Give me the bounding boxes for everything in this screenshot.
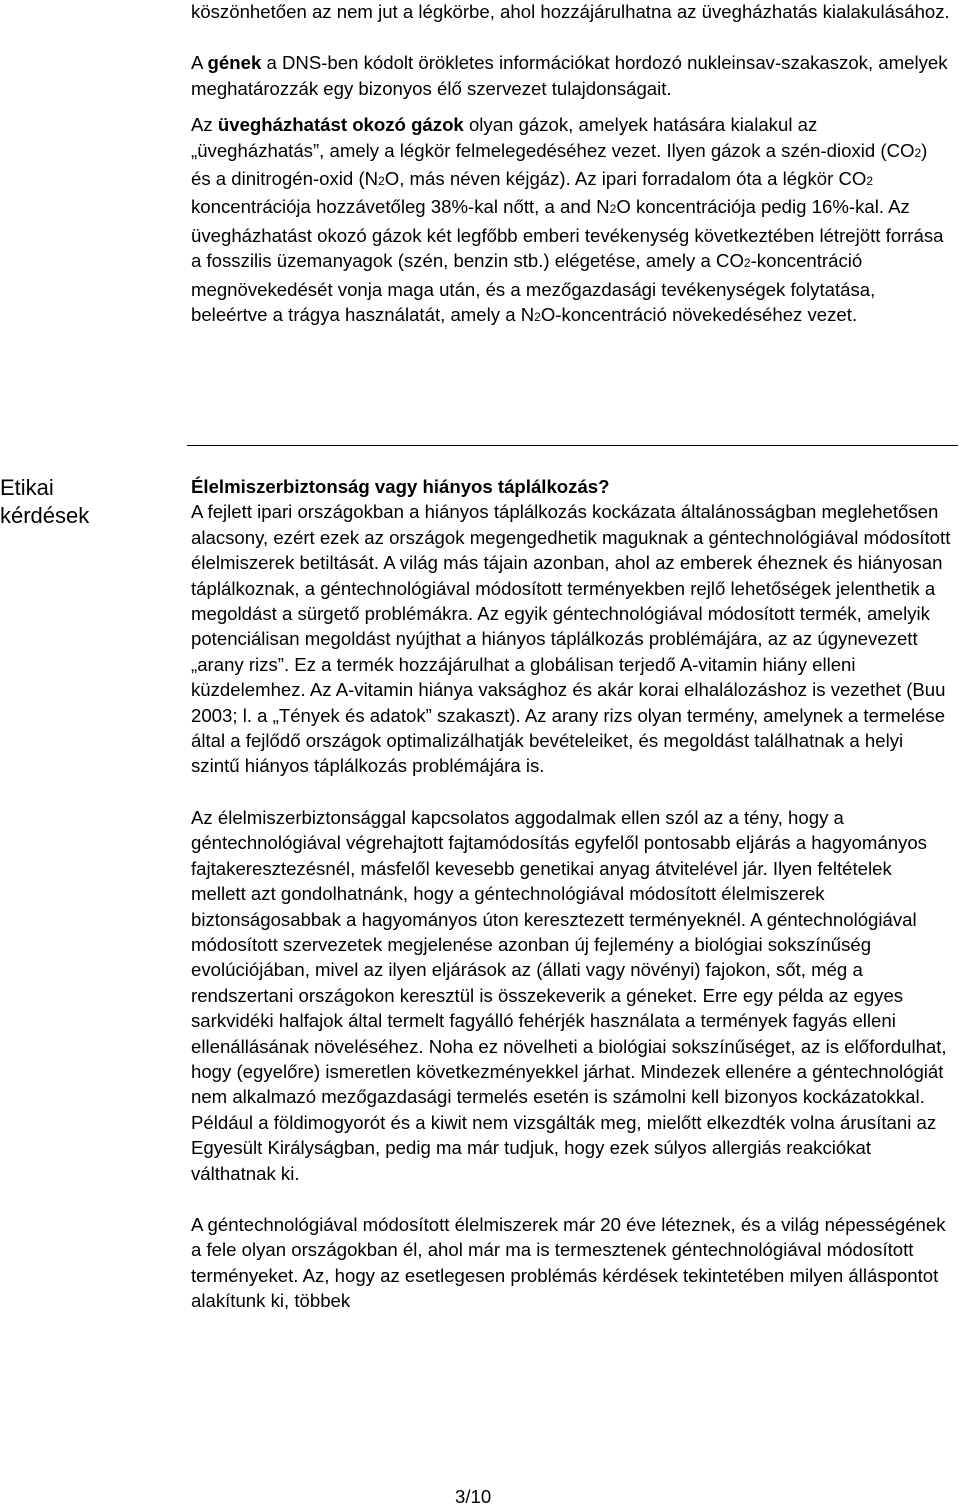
ethics-paragraph-2: Az élelmiszerbiztonsággal kapcsolatos aggodalmak ellen szól az a tény, hogy a géntechnológiával végrehajtott fajtamódosítás egyfelől pontosabb eljárás a hagyományos fajtakeresztezésnél, másfelől kevesebb genetikai anyag átvitelével jár. Ilyen feltételek mellett azt gondolhatnánk, hogy a géntechnológiával módosított élelmiszerek biztonságosabbak a hagyományos úton keresztezett terményeknél. A géntechnológiával módosított szervezetek megjelenése azonban új fejlemény a biológiai sokszínűség evolúciójában, mivel az ilyen eljárások az (állati vagy növényi) fajokon, sőt, még a rendszertani országokon keresztül is összekeverik a géneket. Erre egy példa az egyes sarkvidéki halfajok által termelt fagyálló fehérjék használata a termények fagyás elleni ellenállásának növeléséhez. Noha ez növelheti a biológiai sokszínűséget, az is előfordulhat, hogy (egyelőre) ismeretlen következményekkel járhat. Mindezek ellenére a géntechnológiát nem alkalmazó mezőgazdasági termelés esetén is számolni kell bizonyos kockázatokkal. Például a földimogyorót és a kiwit nem vizsgálták meg, mielőtt elkezdték volna árusítani az Egyesült Királyságban, pedig ma már tudjuk, hogy ezek súlyos allergiás reakciókat válthatnak ki.: [191, 806, 947, 1184]
section-heading: Élelmiszerbiztonság vagy hiányos táplálkozás?: [191, 476, 610, 497]
term-genes: gének: [207, 52, 262, 74]
ethics-paragraph-3: A géntechnológiával módosított élelmiszerek már 20 éve léteznek, és a világ népességének a fele olyan országokban él, ahol már ma is termesztenek géntechnológiával módosított terményeket. Az, hogy az esetlegesen problémás kérdések tekintetében milyen álláspontot alakítunk ki, többek: [191, 1213, 946, 1312]
ethics-paragraph-1: A fejlett ipari országokban a hiányos táplálkozás kockázata általánosságban meglehetősen alacsony, ezért ezek az országok megengedhetik maguknak a géntechnológiával módosított élelmiszerek betiltását. A világ más tájain azonban, ahol az emberek éheznek és hiányosan táplálkoznak, a géntechnológiával módosított terményekben rejlő lehetőségek jelenthetik a megoldást a sürgető problémákra. Az egyik géntechnológiával módosított termék, amelyik potenciálisan megoldást nyújthat a hiányos táplálkozás problémájára, az az úgynevezett „arany rizs”. Ez a termék hozzájárulhat a globálisan terjedő A-vitamin hiány elleni küzdelemhez. Az A-vitamin hiánya vaksághoz és akár korai elhalálozáshoz is vezethet (Buu 2003; l. a „Tények és adatok” szakaszt). Az arany rizs olyan termény, amelynek a termelése által a fejlődő országok optimalizálhatják bevételeiket, és megoldást találhatnak a helyi szintű hiányos táplálkozás problémájára is.: [191, 501, 951, 777]
term-greenhouse-gases: üvegházhatást okozó gázok: [217, 114, 464, 136]
side-label-line-1: Etikai: [0, 475, 54, 500]
continuation-paragraph: köszönhetően az nem jut a légkörbe, ahol hozzájárulhatna az üvegházhatás kialakulásához.: [191, 1, 950, 22]
ethics-section: [191, 474, 951, 1314]
top-text-section: [191, 0, 951, 330]
side-label-ethics: [0, 474, 140, 530]
page-number: 3/10: [455, 1486, 492, 1507]
section-divider: [187, 445, 958, 446]
side-label-line-2: kérdések: [0, 503, 90, 528]
genes-definition-paragraph: A gének a DNS-ben kódolt örökletes információkat hordozó nukleinsav-szakaszok, amelyek meghatározzák egy bizonyos élő szervezet tulajdonságait.: [191, 52, 948, 99]
greenhouse-gases-paragraph: Az üvegházhatást okozó gázok olyan gázok, amelyek hatására kialakul az „üvegházhatás”, amely a légkör felmelegedéséhez vezet. Ilyen gázok a szén-dioxid (CO2) és a dinitrogén-oxid (N2O, más néven kéjgáz). Az ipari forradalom óta a légkör CO2 koncentrációja hozzávetőleg 38%-kal nőtt, a and N2O koncentrációja pedig 16%-kal. Az üvegházhatást okozó gázok két legfőbb emberi tevékenység következtében létrejött forrása a fosszilis üzemanyagok (szén, benzin stb.) elégetése, amely a CO2-koncentráció megnövekedését vonja maga után, és a mezőgazdasági tevékenységek folytatása, beleértve a trágya használatát, amely a N2O-koncentráció növekedéséhez vezet.: [191, 114, 944, 326]
